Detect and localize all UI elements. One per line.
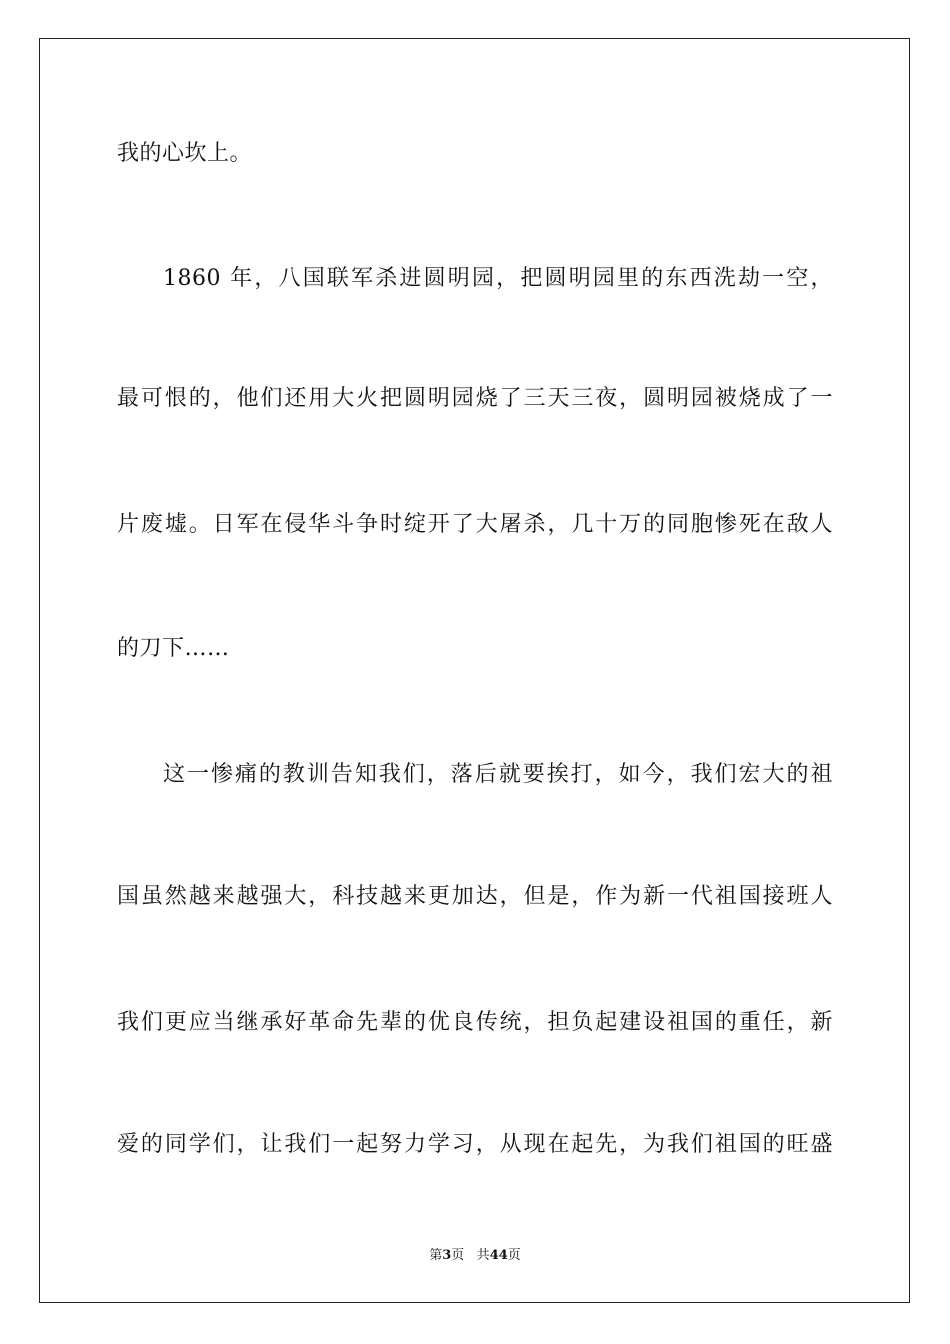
text-line-5: 的刀下…… [117,636,230,661]
text-line-7: 国虽然越来越强大，科技越来更加达，但是，作为新一代祖国接班人 [117,884,833,909]
text-line-3: 最可恨的，他们还用大火把圆明园烧了三天三夜，圆明园被烧成了一 [117,386,833,411]
text-line-9: 爱的同学们，让我们一起努力学习，从现在起先，为我们祖国的旺盛 [117,1132,833,1157]
total-prefix: 共 [476,1248,490,1263]
text-line-4: 片废墟。日军在侵华斗争时绽开了大屠杀，几十万的同胞惨死在敌人 [117,512,833,537]
page-footer [0,1247,950,1265]
page-suffix: 页 [451,1248,465,1263]
page-prefix: 第 [429,1248,443,1263]
text-line-8: 我们更应当继承好革命先辈的优良传统，担负起建设祖国的重任，新 [117,1010,833,1035]
page-border [39,38,910,1303]
text-line-2: 1860 年，八国联军杀进圆明园，把圆明园里的东西洗劫一空， [163,266,833,291]
page-number: 3 [442,1248,452,1263]
text-line-1: 我的心坎上。 [117,141,253,166]
total-pages: 44 [489,1248,508,1263]
text-line-6: 这一惨痛的教训告知我们，落后就要挨打，如今，我们宏大的祖 [163,762,833,787]
total-suffix: 页 [507,1248,521,1263]
